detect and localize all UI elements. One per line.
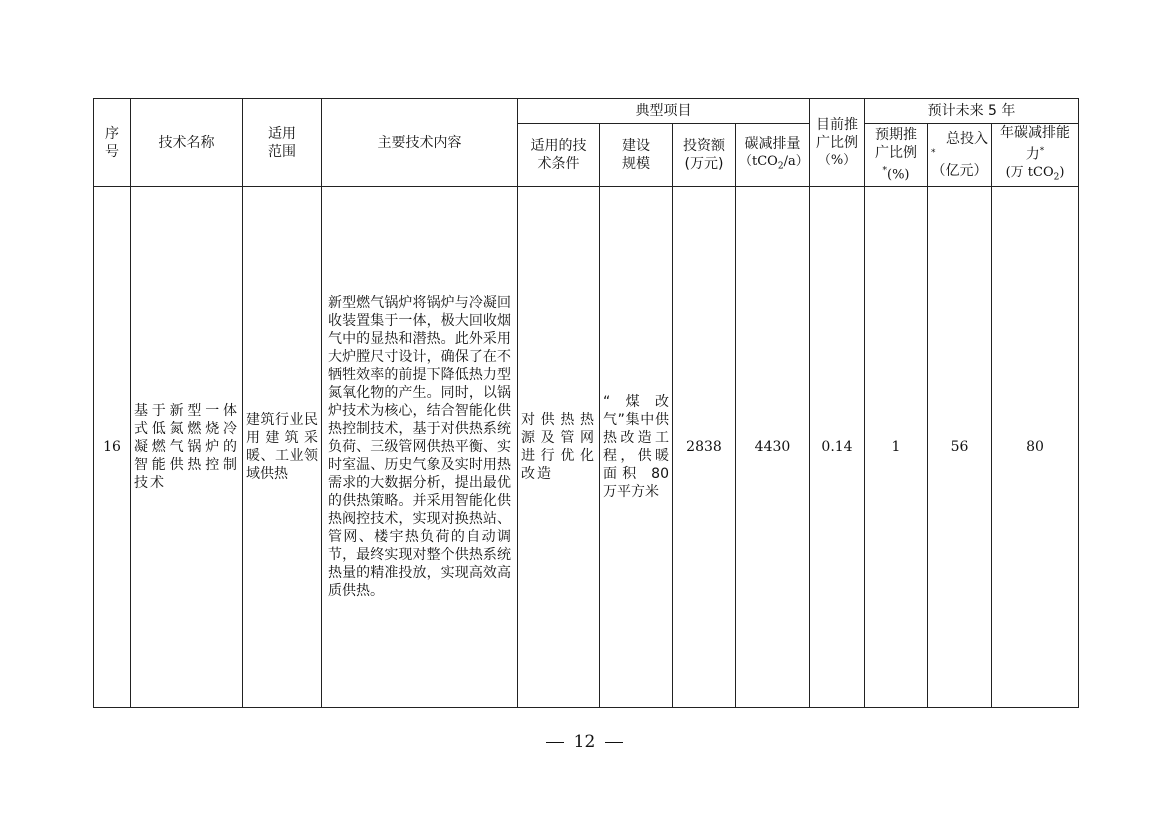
header-conditions: 适用的技术条件: [518, 124, 600, 187]
header-total-investment: [928, 124, 992, 187]
header-row-top: [94, 99, 1079, 124]
header-expected-ratio-label: 预期推广比例: [875, 126, 917, 161]
row-current-ratio: 0.14: [810, 187, 865, 708]
row-scale: “煤改气”集中供热改造工程，供暖面积 80 万平方米: [600, 187, 673, 708]
page-number: 12: [573, 732, 596, 752]
row-investment: 2838: [673, 187, 736, 708]
header-total-investment-unit: （亿元）: [931, 162, 988, 179]
header-expected-ratio-unit: *(%): [882, 165, 910, 183]
page-footer: [0, 732, 1169, 752]
footer-dash-left: [546, 742, 564, 743]
header-current-ratio-label: 目前推广比例: [816, 116, 858, 151]
header-tech-name: 技术名称: [131, 99, 243, 187]
header-total-investment-mark: *: [931, 148, 936, 159]
header-carbon-reduction-label: 碳减排量: [744, 135, 801, 152]
row-tech-name: 基于新型一体式低氮燃烧冷凝燃气锅炉的智能供热控制技术: [131, 187, 243, 708]
row-main-content: 新型燃气锅炉将锅炉与冷凝回收装置集于一体，极大回收烟气中的显热和潜热。此外采用大炉膛尺寸设计，确保了在不牺牲效率的前提下降低热力型氮氧化物的产生。同时，以锅炉技术为核心，结合智能化供热控制技术，基于对供热系统负荷、三级管网供热平衡、实时室温、历史气象及实时用热需求的大数据分析，提出最优的供热策略。并采用智能化供热阀控技术，实现对换热站、管网、楼宇热负荷的自动调节，最终实现对整个供热系统热量的精准投放，实现高效高质供热。: [322, 187, 518, 708]
header-forecast: 预计未来 5 年: [865, 99, 1079, 124]
table-row: [94, 187, 1079, 708]
header-current-ratio-unit: （%）: [817, 152, 857, 168]
header-scale: 建设规模: [600, 124, 673, 187]
header-annual-reduction-label: 年碳减排能力*: [1000, 125, 1071, 163]
technology-table: [93, 98, 1079, 708]
header-investment-unit: (万元): [684, 156, 724, 173]
header-main-content: 主要技术内容: [322, 99, 518, 187]
header-carbon-reduction: [736, 124, 810, 187]
header-scope: 适用范围: [243, 99, 322, 187]
row-carbon-reduction: 4430: [736, 187, 810, 708]
header-carbon-reduction-unit: （tCO$_2$/a）: [739, 153, 809, 172]
header-investment: [673, 124, 736, 187]
header-annual-reduction-unit: (万 tCO$_2$): [1005, 164, 1065, 183]
header-total-investment-label: 总投入: [946, 131, 988, 148]
row-annual-reduction: 80: [992, 187, 1079, 708]
header-current-ratio: [810, 99, 865, 187]
row-index: 16: [94, 187, 131, 708]
header-annual-reduction: [992, 124, 1079, 187]
row-conditions: 对供热热源及管网进行优化改造: [518, 187, 600, 708]
footer-dash-right: [605, 742, 623, 743]
row-expected-ratio: 1: [865, 187, 928, 708]
header-index: 序号: [94, 99, 131, 187]
row-total-investment: 56: [928, 187, 992, 708]
row-scope: 建筑行业民用建筑采暖、工业领域供热: [243, 187, 322, 708]
header-typical-project: 典型项目: [518, 99, 810, 124]
header-expected-ratio: [865, 124, 928, 187]
header-investment-label: 投资额: [683, 138, 725, 155]
